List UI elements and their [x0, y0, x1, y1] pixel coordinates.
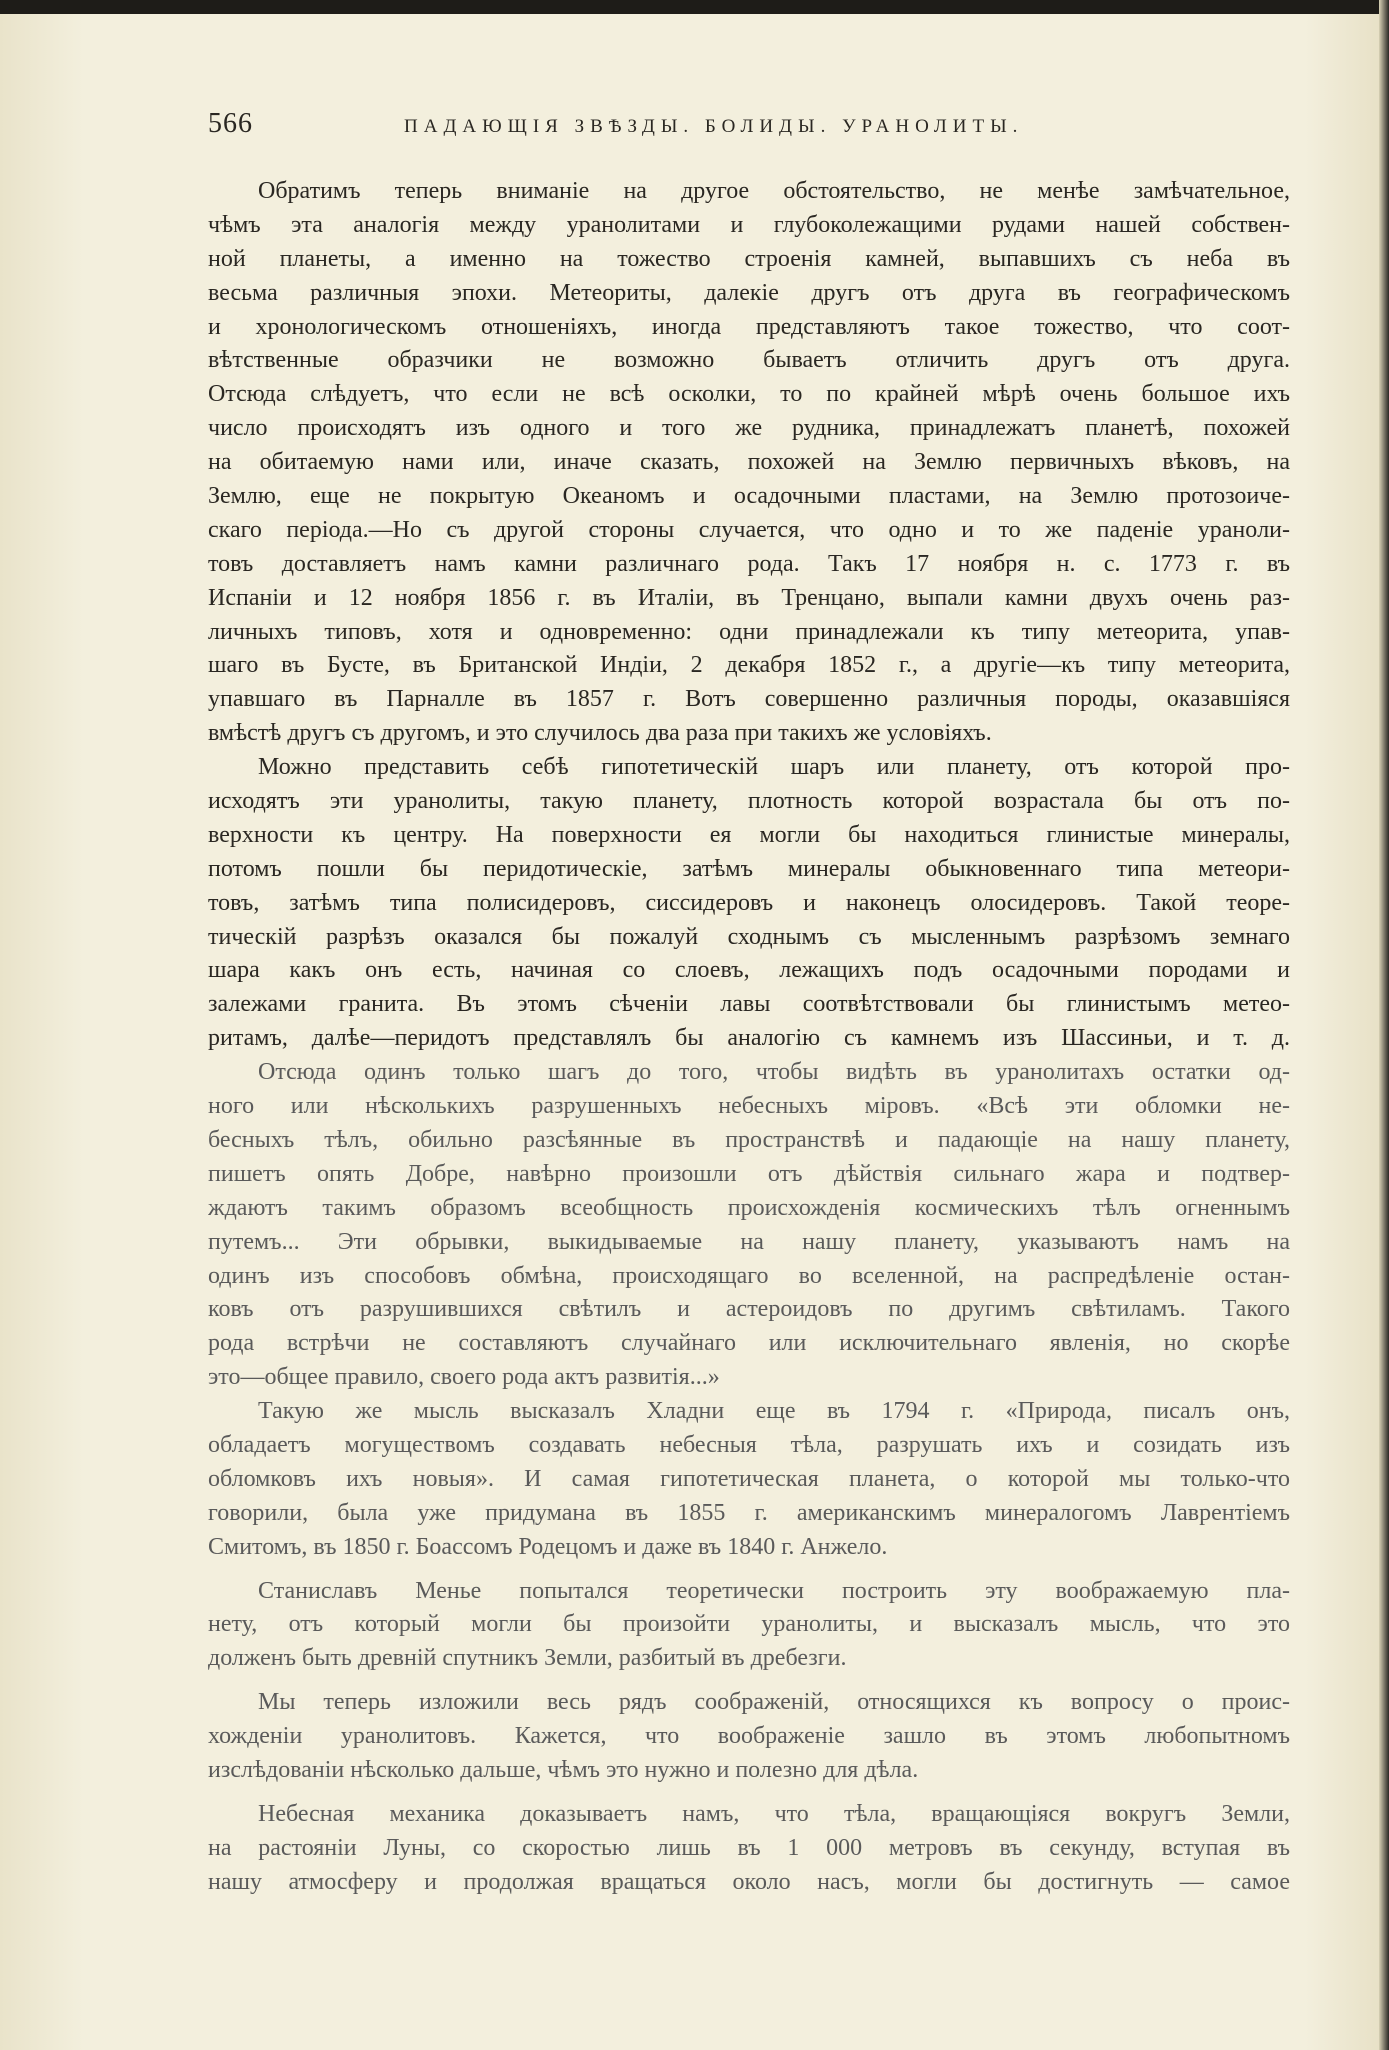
- text-line: Станиславъ Менье попытался теоретически построить эту воображаемую пла-: [258, 1577, 1290, 1604]
- text-line: обладаетъ могуществомъ создавать небесныя тѣла, разрушать ихъ и созидать изъ: [208, 1431, 1290, 1458]
- text-line: рода встрѣчи не составляютъ случайнаго или исключительнаго явленія, но скорѣе: [208, 1330, 1290, 1357]
- text-line: Отсюда слѣдуетъ, что если не всѣ осколки, то по крайней мѣрѣ очень большое ихъ: [208, 381, 1290, 408]
- text-line: это—общее правило, своего рода актъ развитія...»: [208, 1364, 720, 1391]
- text-line: на обитаемую нами или, иначе сказать, похожей на Землю первичныхъ вѣковъ, на: [208, 449, 1290, 476]
- text-line: бесныхъ тѣлъ, обильно разсѣянные въ пространствѣ и падающіе на нашу планету,: [208, 1126, 1290, 1153]
- paragraph-gap: [208, 1565, 1290, 1575]
- text-line: Можно представить себѣ гипотетическій шаръ или планету, отъ которой про-: [258, 754, 1290, 781]
- text-line: упавшаго въ Парналле въ 1857 г. Вотъ совершенно различныя породы, оказавшіяся: [208, 686, 1290, 713]
- paragraph-gap: [208, 1788, 1290, 1798]
- text-line: на растояніи Луны, со скоростью лишь въ 1 000 метровъ въ секунду, вступая въ: [208, 1834, 1290, 1861]
- text-line: Мы теперь изложили весь рядъ соображеній, относящихся къ вопросу о проис-: [258, 1689, 1290, 1716]
- text-line: Испаніи и 12 ноября 1856 г. въ Италіи, въ Тренцано, выпали камни двухъ очень раз-: [208, 584, 1290, 611]
- text-line: товъ, затѣмъ типа полисидеровъ, сиссидеровъ и наконецъ олосидеровъ. Такой теоре-: [208, 889, 1290, 916]
- text-line: нету, отъ который могли бы произойти уранолиты, и высказалъ мысль, что это: [208, 1611, 1290, 1638]
- text-line: Смитомъ, въ 1850 г. Боассомъ Родецомъ и даже въ 1840 г. Анжело.: [208, 1533, 888, 1560]
- text-line: Такую же мысль высказалъ Хладни еще въ 1794 г. «Природа, писалъ онъ,: [258, 1398, 1290, 1425]
- text-line: ного или нѣсколькихъ разрушенныхъ небесныхъ міровъ. «Всѣ эти обломки не-: [208, 1093, 1290, 1120]
- text-line: и хронологическомъ отношеніяхъ, иногда представляютъ такое тожество, что соот-: [208, 313, 1290, 340]
- text-line: Обратимъ теперь вниманіе на другое обстоятельство, не менѣе замѣчательное,: [258, 178, 1290, 204]
- running-head: [208, 108, 1288, 148]
- text-line: ждаютъ такимъ образомъ всеобщность происхожденія космическихъ тѣлъ огненнымъ: [208, 1194, 1290, 1221]
- page-number: 566: [208, 108, 253, 139]
- page-header-title: ПАДАЮЩІЯ ЗВѢЗДЫ. БОЛИДЫ. УРАНОЛИТЫ.: [404, 116, 1024, 137]
- text-line: обломковъ ихъ новыя». И самая гипотетическая планета, о которой мы только-что: [208, 1465, 1290, 1492]
- text-line: вѣтственные образчики не возможно бываетъ отличить другъ отъ друга.: [208, 347, 1290, 374]
- text-line: тическій разрѣзъ оказался бы пожалуй сходнымъ съ мысленнымъ разрѣзомъ земнаго: [208, 923, 1290, 950]
- scan-right-edge: [1379, 0, 1389, 2050]
- text-line: хожденіи уранолитовъ. Кажется, что воображеніе зашло въ этомъ любопытномъ: [208, 1723, 1290, 1750]
- text-line: Небесная механика доказываетъ намъ, что тѣла, вращающіяся вокругъ Земли,: [258, 1800, 1290, 1827]
- text-line: ритамъ, далѣе—перидотъ представлялъ бы аналогію съ камнемъ изъ Шассиньи, и т. д.: [208, 1025, 1290, 1052]
- text-line: вмѣстѣ другъ съ другомъ, и это случилось два раза при такихъ же условіяхъ.: [208, 720, 992, 747]
- text-line: личныхъ типовъ, хотя и одновременно: одни принадлежали къ типу метеорита, упав-: [208, 618, 1290, 645]
- text-line: исходятъ эти уранолиты, такую планету, плотность которой возрастала бы отъ по-: [208, 788, 1290, 815]
- text-line: скаго періода.—Но съ другой стороны случается, что одно и то же паденіе уранoли-: [208, 516, 1290, 543]
- text-line: пишетъ опять Добре, навѣрно произошли отъ дѣйствія сильнаго жара и подтвер-: [208, 1160, 1290, 1187]
- text-line: ной планеты, а именно на тожество строенія камней, выпавшихъ съ неба въ: [208, 245, 1290, 272]
- paragraph-gap: [208, 1676, 1290, 1686]
- text-line: Землю, еще не покрытую Океаномъ и осадочными пластами, на Землю протозоиче-: [208, 483, 1290, 510]
- text-line: число происходятъ изъ одного и того же рудника, принадлежатъ планетѣ, похожей: [208, 415, 1290, 442]
- text-line: потомъ пошли бы перидотическіе, затѣмъ минералы обыкновеннаго типа метеори-: [208, 855, 1290, 882]
- text-line: чѣмъ эта аналогія между уранолитами и глубоколежащими рудами нашей собствен-: [208, 211, 1290, 238]
- text-line: шаго въ Бусте, въ Британской Индіи, 2 декабря 1852 г., а другіе—къ типу метеорита,: [208, 652, 1290, 679]
- text-line: ковъ отъ разрушившихся свѣтилъ и астероидовъ по другимъ свѣтиламъ. Такого: [208, 1296, 1290, 1323]
- text-line: путемъ... Эти обрывки, выкидываемые на нашу планету, указываютъ намъ на: [208, 1228, 1290, 1255]
- text-line: говорили, была уже придумана въ 1855 г. американскимъ минералогомъ Лаврентіемъ: [208, 1499, 1290, 1526]
- text-line: весьма различныя эпохи. Метеориты, далекіе другъ отъ друга въ географическомъ: [208, 279, 1290, 306]
- text-line: шара какъ онъ есть, начиная со слоевъ, лежащихъ подъ осадочными породами и: [208, 957, 1290, 984]
- text-line: Отсюда одинъ только шагъ до того, чтобы видѣть въ уранолитахъ остатки од-: [258, 1059, 1290, 1086]
- text-line: изслѣдованіи нѣсколько дальше, чѣмъ это нужно и полезно для дѣла.: [208, 1756, 919, 1783]
- text-line: одинъ изъ способовъ обмѣна, происходящаго во вселенной, на распредѣленіе остан-: [208, 1262, 1290, 1289]
- body-text: [208, 175, 1290, 1900]
- scan-top-edge: [0, 0, 1389, 14]
- text-line: верхности къ центру. На поверхности ея могли бы находиться глинистые минералы,: [208, 821, 1290, 848]
- text-line: товъ доставляетъ намъ камни различнаго рода. Такъ 17 ноября н. с. 1773 г. въ: [208, 550, 1290, 577]
- text-line: залежами гранита. Въ этомъ сѣченіи лавы соотвѣтствовали бы глинистымъ метео-: [208, 991, 1290, 1018]
- text-line: долженъ быть древній спутникъ Земли, разбитый въ дребезги.: [208, 1645, 847, 1672]
- text-line: нашу атмосферу и продолжая вращаться около насъ, могли бы достигнуть — самое: [208, 1868, 1290, 1895]
